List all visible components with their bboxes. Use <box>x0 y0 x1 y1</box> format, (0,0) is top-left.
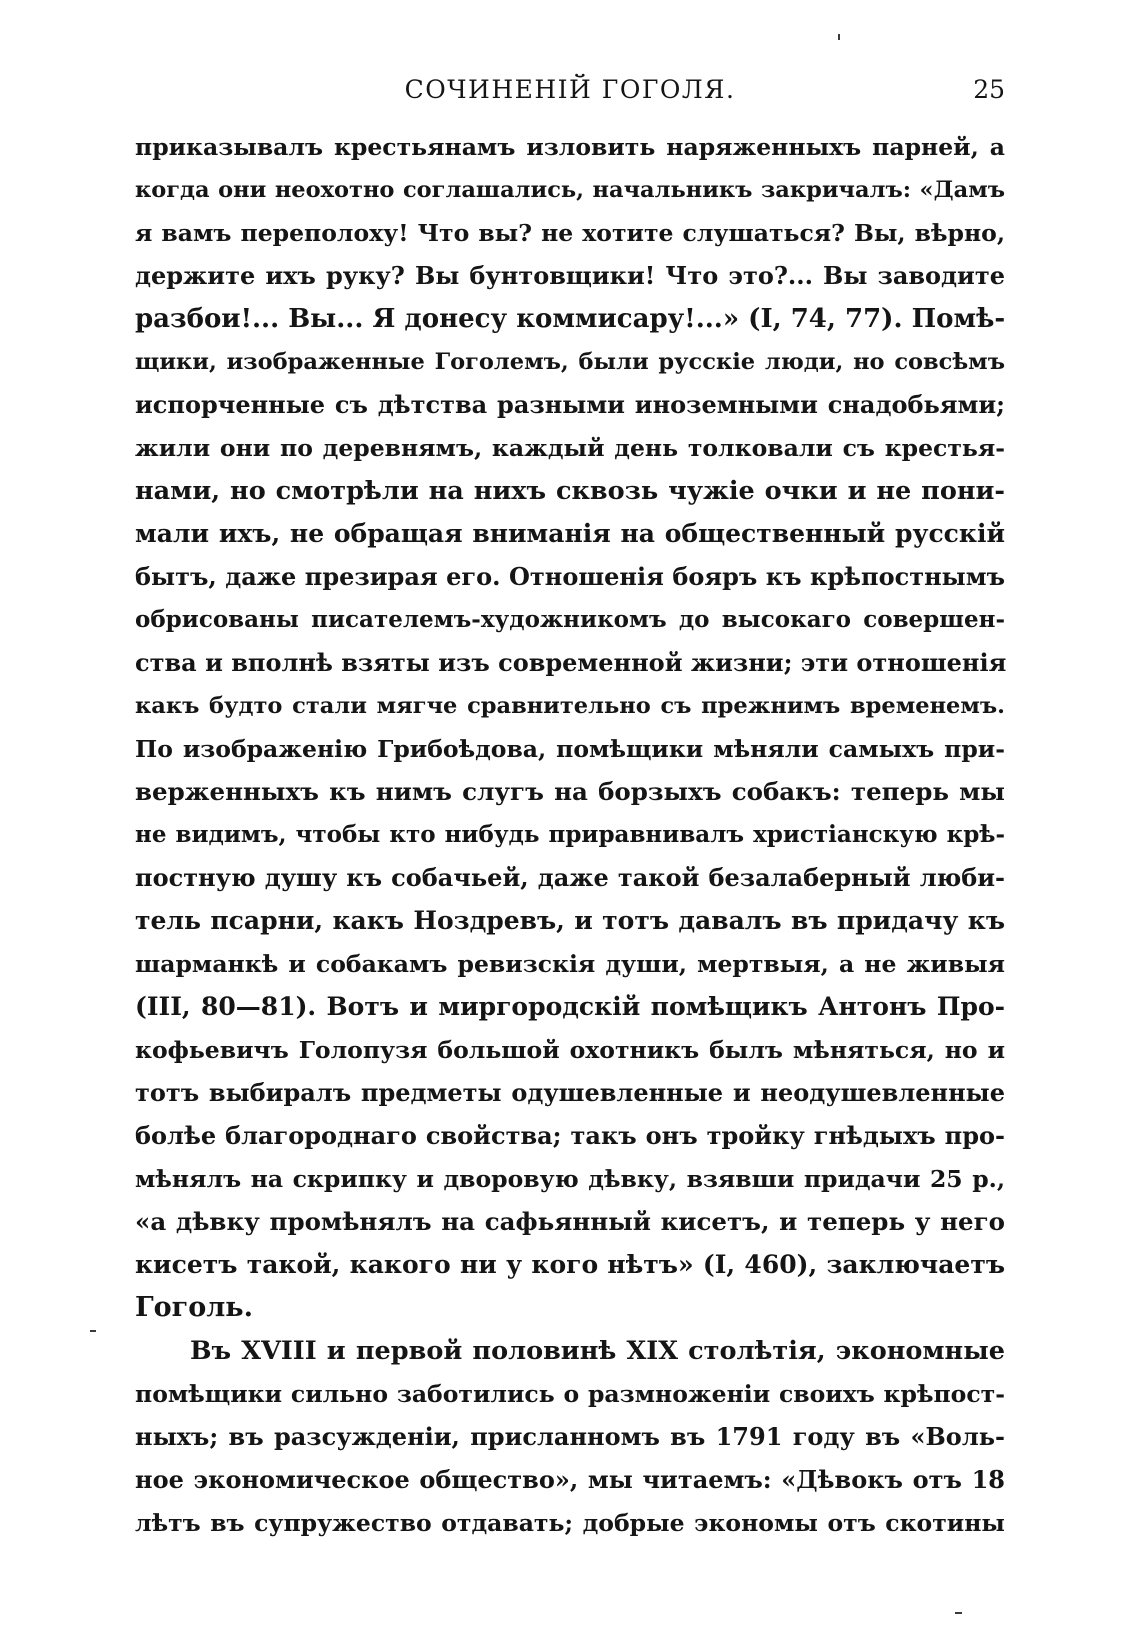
text-line: когда они неохотно соглашались, начальникъ закричалъ: «Дамъ <box>135 177 1005 203</box>
text-line: помѣщики сильно заботились о размноженіи своихъ крѣпост- <box>135 1380 1005 1408</box>
text-line: тель псарни, какъ Ноздревъ, и тотъ давалъ въ придачу къ <box>135 906 1005 935</box>
running-title: СОЧИНЕНІЙ ГОГОЛЯ. <box>404 75 736 104</box>
text-line: я вамъ переполоху! Что вы? не хотите слушаться? Вы, вѣрно, <box>135 219 1005 247</box>
text-line: жили они по деревнямъ, каждый день толковали съ крестья- <box>135 434 1005 462</box>
scan-speck <box>90 1330 96 1332</box>
text-line: «а дѣвку промѣнялъ на сафьянный кисетъ, и теперь у него <box>135 1207 1005 1236</box>
text-line: лѣтъ въ супружество отдавать; добрые экономы отъ скотины <box>135 1509 1005 1537</box>
text-line: какъ будто стали мягче сравнительно съ прежнимъ временемъ. <box>135 693 1005 719</box>
text-line: верженныхъ къ нимъ слугъ на борзыхъ собакъ: теперь мы <box>135 777 1005 806</box>
text-line: испорченные съ дѣтства разными иноземными снадобьями; <box>135 390 1005 419</box>
text-line: кисетъ такой, какого ни у кого нѣтъ» (I, 460), заключаетъ <box>135 1250 1005 1279</box>
text-line: бытъ, даже презирая его. Отношенія бояръ къ крѣпостнымъ <box>135 562 1005 591</box>
page-number: 25 <box>973 75 1005 104</box>
text-line: разбои!... Вы... Я донесу коммисару!...» (I, 74, 77). Помѣ- <box>135 304 1006 334</box>
scan-speck <box>955 1612 962 1614</box>
text-line: ныхъ; въ разсужденіи, присланномъ въ 1791 году въ «Воль- <box>135 1422 1005 1451</box>
text-line: нами, но смотрѣли на нихъ сквозь чужіе очки и не пони- <box>135 476 1005 506</box>
text-line: ства и вполнѣ взяты изъ современной жизни; эти отношенія <box>135 648 1007 677</box>
text-line: кофьевичъ Голопузя большой охотникъ былъ мѣняться, но и <box>135 1036 1005 1064</box>
text-line: держите ихъ руку? Вы бунтовщики! Что это?... Вы заводите <box>135 261 1005 290</box>
text-line: приказывалъ крестьянамъ изловить наряженныхъ парней, а <box>135 133 1005 161</box>
running-head <box>135 70 1005 110</box>
text-line: не видимъ, чтобы кто нибудь приравнивалъ христіанскую крѣ- <box>135 821 1005 848</box>
text-line: мали ихъ, не обращая вниманія на общественный русскій <box>135 519 1005 548</box>
text-line: шарманкѣ и собакамъ ревизскія души, мертвыя, а не живыя <box>135 950 1005 978</box>
text-line-paragraph-start: Въ XVIII и первой половинѣ XIX столѣтія, экономные <box>190 1336 1005 1366</box>
text-line: постную душу къ собачьей, даже такой безалаберный люби- <box>135 863 1005 892</box>
text-line: тотъ выбиралъ предметы одушевленные и неодушевленные <box>135 1078 1005 1107</box>
text-line: щики, изображенные Гоголемъ, были русскіе люди, но совсѣмъ <box>135 349 1005 375</box>
scan-speck <box>838 34 840 40</box>
text-line-paragraph-end: Гоголь. <box>135 1292 253 1323</box>
text-line: обрисованы писателемъ-художникомъ до высокаго совершен- <box>135 606 1005 633</box>
text-line: болѣе благороднаго свойства; такъ онъ тройку гнѣдыхъ про- <box>135 1121 1005 1150</box>
text-line: мѣнялъ на скрипку и дворовую дѣвку, взявши придачи 25 р., <box>135 1165 1005 1193</box>
text-line: По изображенію Грибоѣдова, помѣщики мѣняли самыхъ при- <box>135 735 1005 763</box>
text-line: (III, 80—81). Вотъ и миргородскій помѣщикъ Антонъ Про- <box>135 992 1005 1021</box>
text-line: ное экономическое общество», мы читаемъ: «Дѣвокъ отъ 18 <box>135 1465 1005 1494</box>
